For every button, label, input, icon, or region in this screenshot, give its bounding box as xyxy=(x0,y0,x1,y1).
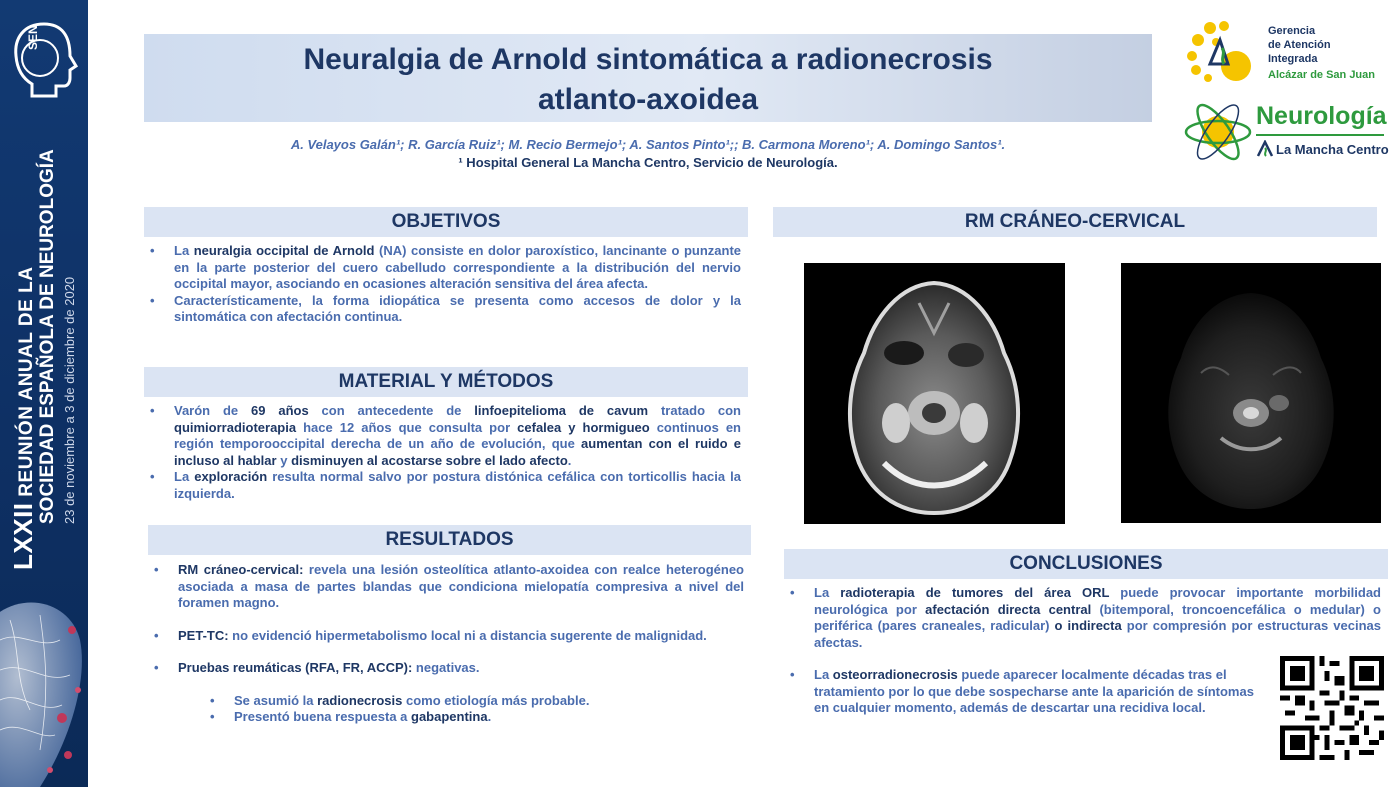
mri-axial-t2-image xyxy=(804,263,1065,524)
resultados-heading: RESULTADOS xyxy=(148,525,751,555)
sen-head-logo-icon xyxy=(10,18,80,100)
resultados-body xyxy=(148,562,744,726)
metodos-bullet-2: • La exploración resulta normal salvo por postura distónica cefálica con torticollis hacia la izquierda. xyxy=(144,469,741,502)
logo-divider xyxy=(1256,134,1384,136)
conclusiones-heading: CONCLUSIONES xyxy=(784,549,1388,579)
a-mark-icon xyxy=(1256,140,1274,158)
congress-line1: REUNIÓN ANUAL DE LA xyxy=(16,266,37,497)
resultados-subbullet-1: • Se asumió la radionecrosis como etiología más probable. xyxy=(148,693,744,710)
congress-number: LXXII xyxy=(8,502,38,570)
objetivos-heading: OBJETIVOS xyxy=(144,207,748,237)
qr-code-icon[interactable] xyxy=(1280,656,1384,760)
resultados-bullet-pet: • PET-TC: no evidenció hipermetabolismo local ni a distancia sugerente de malignidad. xyxy=(148,628,744,645)
objetivos-body xyxy=(144,243,741,326)
gerencia-logo xyxy=(1184,18,1394,86)
brain-illustration-icon xyxy=(0,590,88,787)
neurologia-text: Neurología xyxy=(1256,102,1387,130)
congress-title-vertical xyxy=(8,149,77,570)
gerencia-line3: Integrada xyxy=(1268,53,1318,65)
atom-logo-icon xyxy=(1184,100,1254,162)
sen-label: SEN xyxy=(26,25,40,50)
resultados-bullet-rm: • RM cráneo-cervical: revela una lesión osteolítica atlanto-axoidea con realce heterogéneo asociada a masa de partes blandas que condiciona mielopatía compresiva a nivel del foramen magno. xyxy=(148,562,744,612)
affiliation-line: ¹ Hospital General La Mancha Centro, Servicio de Neurología. xyxy=(458,155,838,170)
gerencia-line2: de Atención xyxy=(1268,39,1331,51)
congress-line2: SOCIEDAD ESPAÑOLA DE NEUROLOGÍA xyxy=(37,149,58,524)
metodos-bullet-1: • Varón de 69 años con antecedente de linfoepitelioma de cavum tratado con quimiorradioterapia hace 12 años que consulta por cefalea y hormigueo continuos en región temporooccipital derecha de un año de evolución, que aumentan con el ruido e incluso al hablar y disminuyen al acostarse sobre el lado afecto. xyxy=(144,403,741,469)
objetivos-bullet-2: • Característicamente, la forma idiopática se presenta como accesos de dolor y la sintomática con afectación continua. xyxy=(144,293,741,326)
objetivos-bullet-1: • La neuralgia occipital de Arnold (NA) consiste en dolor paroxístico, lancinante o punzante en la parte posterior del cuero cabelludo correspondiente a la distribución del nervio occipital mayor, asociando en ocasiones alteración sensitiva del área afecta. xyxy=(144,243,741,293)
conclusiones-bullet-2: • La osteorradionecrosis puede aparecer localmente décadas tras el tratamiento por lo que debe sospecharse ante la aparición de síntomas en cualquier momento, además de descartar una recidiva local. xyxy=(784,667,1256,717)
gerencia-place: Alcázar de San Juan xyxy=(1268,69,1375,81)
poster-title: Neuralgia de Arnold sintomática a radionecrosis atlanto-axoidea xyxy=(303,43,993,116)
rm-heading: RM CRÁNEO-CERVICAL xyxy=(773,207,1377,237)
neurologia-logo xyxy=(1184,100,1394,162)
congress-banner xyxy=(0,0,88,787)
authors-line: A. Velayos Galán¹; R. García Ruiz¹; M. Recio Bermejo¹; A. Santos Pinto¹;; B. Carmona Moreno¹; A. Domingo Santos¹. xyxy=(290,137,1006,152)
resultados-subbullet-2: • Presentó buena respuesta a gabapentina. xyxy=(148,709,744,726)
neurologia-subtext: La Mancha Centro xyxy=(1276,142,1389,157)
gerencia-line1: Gerencia xyxy=(1268,25,1316,37)
conclusiones-bullet-1: • La radioterapia de tumores del área ORL puede provocar importante morbilidad neurológica por afectación directa central (bitemporal, troncoencefálica o medular) o periférica (pares craneales, radicular) o indirecta por compresión por estructuras vecinas afectas. xyxy=(784,585,1381,651)
metodos-heading: MATERIAL Y MÉTODOS xyxy=(144,367,748,397)
congress-dates: 23 de noviembre a 3 de diciembre de 2020 xyxy=(62,276,77,524)
sun-dots-logo-icon xyxy=(1184,18,1264,86)
resultados-bullet-reuma: • Pruebas reumáticas (RFA, FR, ACCP): negativas. xyxy=(148,660,744,677)
metodos-body xyxy=(144,403,741,502)
mri-axial-contrast-image xyxy=(1121,263,1381,523)
